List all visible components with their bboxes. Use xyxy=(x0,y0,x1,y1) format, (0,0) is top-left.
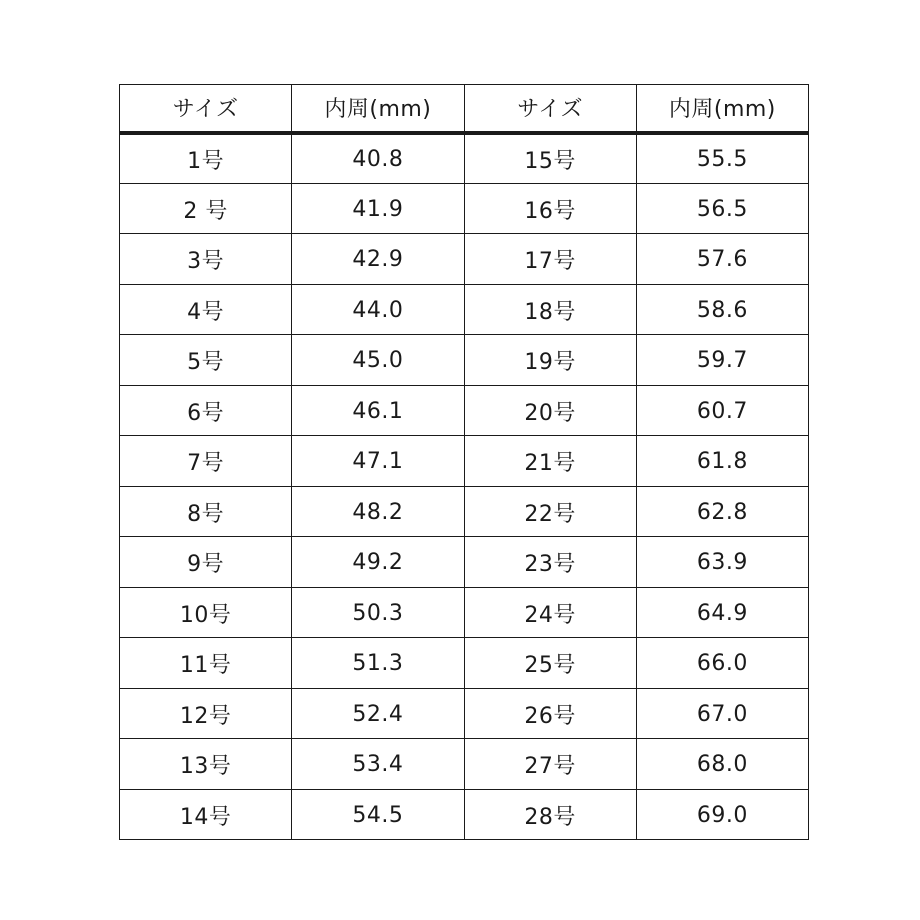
size-right-cell: 26号 xyxy=(464,688,636,739)
size-right-cell: 20号 xyxy=(464,385,636,436)
header-circumference-right: 内周(mm) xyxy=(636,85,808,133)
circumference-right-cell: 57.6 xyxy=(636,234,808,285)
table-row xyxy=(120,789,809,840)
size-left-cell: 7号 xyxy=(120,436,292,487)
size-right-cell: 19号 xyxy=(464,335,636,386)
size-right-cell: 25号 xyxy=(464,638,636,689)
size-left-cell: 4号 xyxy=(120,284,292,335)
circumference-left-cell: 54.5 xyxy=(292,789,464,840)
size-left-cell: 1号 xyxy=(120,133,292,184)
size-left-cell: 5号 xyxy=(120,335,292,386)
circumference-left-cell: 47.1 xyxy=(292,436,464,487)
table-row xyxy=(120,587,809,638)
size-right-cell: 15号 xyxy=(464,133,636,184)
table-row xyxy=(120,385,809,436)
size-left-cell: 2 号 xyxy=(120,183,292,234)
table-row xyxy=(120,284,809,335)
circumference-right-cell: 67.0 xyxy=(636,688,808,739)
circumference-right-cell: 56.5 xyxy=(636,183,808,234)
circumference-left-cell: 45.0 xyxy=(292,335,464,386)
circumference-left-cell: 50.3 xyxy=(292,587,464,638)
circumference-left-cell: 40.8 xyxy=(292,133,464,184)
size-left-cell: 13号 xyxy=(120,739,292,790)
size-right-cell: 24号 xyxy=(464,587,636,638)
table-row xyxy=(120,638,809,689)
circumference-right-cell: 61.8 xyxy=(636,436,808,487)
size-left-cell: 12号 xyxy=(120,688,292,739)
circumference-right-cell: 60.7 xyxy=(636,385,808,436)
table-row xyxy=(120,688,809,739)
size-right-cell: 21号 xyxy=(464,436,636,487)
ring-size-table xyxy=(119,84,809,840)
circumference-right-cell: 68.0 xyxy=(636,739,808,790)
table-row xyxy=(120,183,809,234)
table-row xyxy=(120,234,809,285)
circumference-right-cell: 69.0 xyxy=(636,789,808,840)
circumference-right-cell: 66.0 xyxy=(636,638,808,689)
size-left-cell: 6号 xyxy=(120,385,292,436)
table-header xyxy=(120,85,809,133)
size-right-cell: 17号 xyxy=(464,234,636,285)
size-left-cell: 9号 xyxy=(120,537,292,588)
circumference-left-cell: 48.2 xyxy=(292,486,464,537)
size-right-cell: 18号 xyxy=(464,284,636,335)
size-right-cell: 23号 xyxy=(464,537,636,588)
circumference-left-cell: 42.9 xyxy=(292,234,464,285)
size-left-cell: 3号 xyxy=(120,234,292,285)
header-size-right: サイズ xyxy=(464,85,636,133)
circumference-right-cell: 59.7 xyxy=(636,335,808,386)
size-left-cell: 8号 xyxy=(120,486,292,537)
table-row xyxy=(120,335,809,386)
circumference-left-cell: 41.9 xyxy=(292,183,464,234)
circumference-right-cell: 64.9 xyxy=(636,587,808,638)
circumference-left-cell: 53.4 xyxy=(292,739,464,790)
circumference-right-cell: 62.8 xyxy=(636,486,808,537)
size-left-cell: 14号 xyxy=(120,789,292,840)
header-circumference-left: 内周(mm) xyxy=(292,85,464,133)
size-right-cell: 22号 xyxy=(464,486,636,537)
circumference-left-cell: 51.3 xyxy=(292,638,464,689)
size-right-cell: 16号 xyxy=(464,183,636,234)
table-body xyxy=(120,133,809,840)
table-row xyxy=(120,739,809,790)
table-row xyxy=(120,486,809,537)
circumference-right-cell: 58.6 xyxy=(636,284,808,335)
circumference-right-cell: 63.9 xyxy=(636,537,808,588)
header-row xyxy=(120,85,809,133)
table-row xyxy=(120,133,809,184)
size-right-cell: 28号 xyxy=(464,789,636,840)
size-right-cell: 27号 xyxy=(464,739,636,790)
table-row xyxy=(120,436,809,487)
circumference-left-cell: 46.1 xyxy=(292,385,464,436)
circumference-right-cell: 55.5 xyxy=(636,133,808,184)
table-row xyxy=(120,537,809,588)
header-size-left: サイズ xyxy=(120,85,292,133)
circumference-left-cell: 49.2 xyxy=(292,537,464,588)
circumference-left-cell: 52.4 xyxy=(292,688,464,739)
size-left-cell: 10号 xyxy=(120,587,292,638)
size-left-cell: 11号 xyxy=(120,638,292,689)
circumference-left-cell: 44.0 xyxy=(292,284,464,335)
